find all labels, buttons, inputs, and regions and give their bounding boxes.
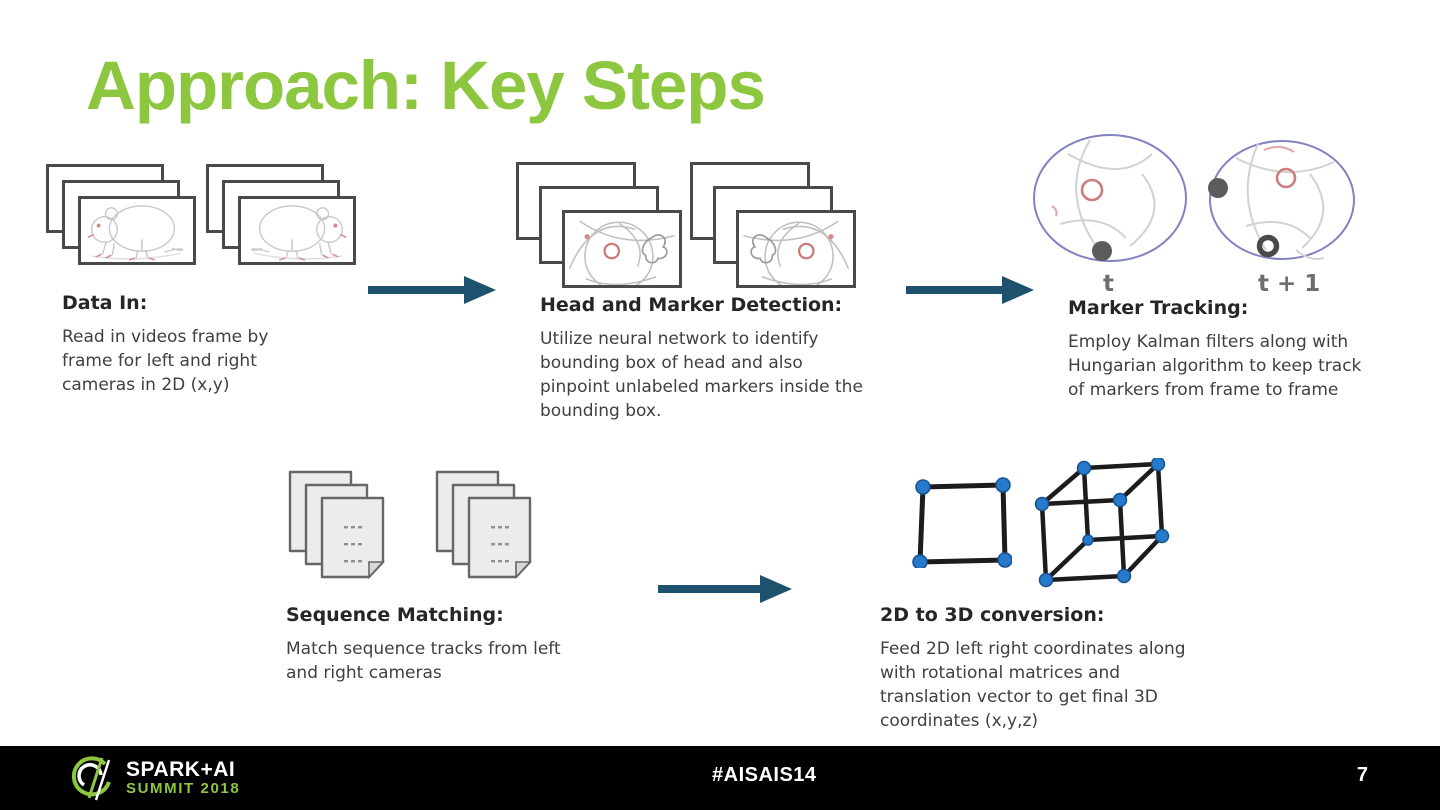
video-frames-icon <box>206 164 356 265</box>
logo-text <box>126 759 240 797</box>
page-title: Approach: Key Steps <box>86 47 765 124</box>
step-sequence-matching <box>286 604 571 685</box>
document-icon <box>320 496 385 579</box>
step-body: Feed 2D left right coordinates along with rotational matrices and translation vector to get final 3D coordinates (x,y,z) <box>880 639 1186 731</box>
logo-title: SPARK+AI <box>126 758 236 782</box>
spark-ai-summit-logo <box>68 754 240 802</box>
square-2d-icon <box>912 476 1012 568</box>
arrow-right-icon <box>906 276 1034 304</box>
logo-subtitle: SUMMIT 2018 <box>126 780 241 798</box>
step-title: Marker Tracking: <box>1068 297 1249 319</box>
step-body: Match sequence tracks from left and right cameras <box>286 639 561 683</box>
step-title: Sequence Matching: <box>286 604 504 626</box>
step-title: Head and Marker Detection: <box>540 294 843 316</box>
step-marker-tracking <box>1068 297 1380 402</box>
event-hashtag: #AISAIS14 <box>712 764 817 786</box>
document-stack-icon <box>288 470 385 579</box>
rat-sketch-icon <box>81 199 193 262</box>
rat-sketch-icon <box>241 199 353 262</box>
spark-logo-icon <box>68 754 116 802</box>
document-icon <box>467 496 532 579</box>
rat-head-sketch-icon <box>739 213 853 285</box>
tracking-circle-t1-icon <box>1206 138 1358 266</box>
arrow-right-icon <box>368 276 496 304</box>
video-frames-icon <box>516 162 678 284</box>
video-frames-icon <box>46 164 196 265</box>
step-body: Read in videos frame by frame for left and right cameras in 2D (x,y) <box>62 327 269 395</box>
step-2d-3d-conversion <box>880 604 1205 733</box>
tracking-circle-t-icon <box>1030 132 1190 266</box>
data-in-illustration <box>46 164 356 265</box>
sequence-matching-illustration <box>288 470 532 579</box>
footer-bar <box>0 746 1440 810</box>
step-body: Employ Kalman filters along with Hungarian algorithm to keep track of markers from frame to frame <box>1068 332 1362 400</box>
document-stack-icon <box>435 470 532 579</box>
step-body: Utilize neural network to identify bounding box of head and also pinpoint unlabeled markers inside the bounding box. <box>540 329 863 421</box>
time-label-t: t <box>1103 271 1114 297</box>
rat-head-sketch-icon <box>565 213 679 285</box>
step-title: Data In: <box>62 292 148 314</box>
page-number: 7 <box>1356 764 1368 786</box>
video-frames-icon <box>690 162 852 284</box>
cube-3d-icon <box>1032 458 1172 588</box>
arrow-right-icon <box>658 575 792 603</box>
step-title: 2D to 3D conversion: <box>880 604 1105 626</box>
step-data-in <box>62 292 320 397</box>
time-label-t1: t + 1 <box>1258 271 1321 297</box>
step-head-marker-detection <box>540 294 870 423</box>
head-detection-illustration <box>516 162 852 284</box>
marker-tracking-illustration <box>1030 130 1370 300</box>
